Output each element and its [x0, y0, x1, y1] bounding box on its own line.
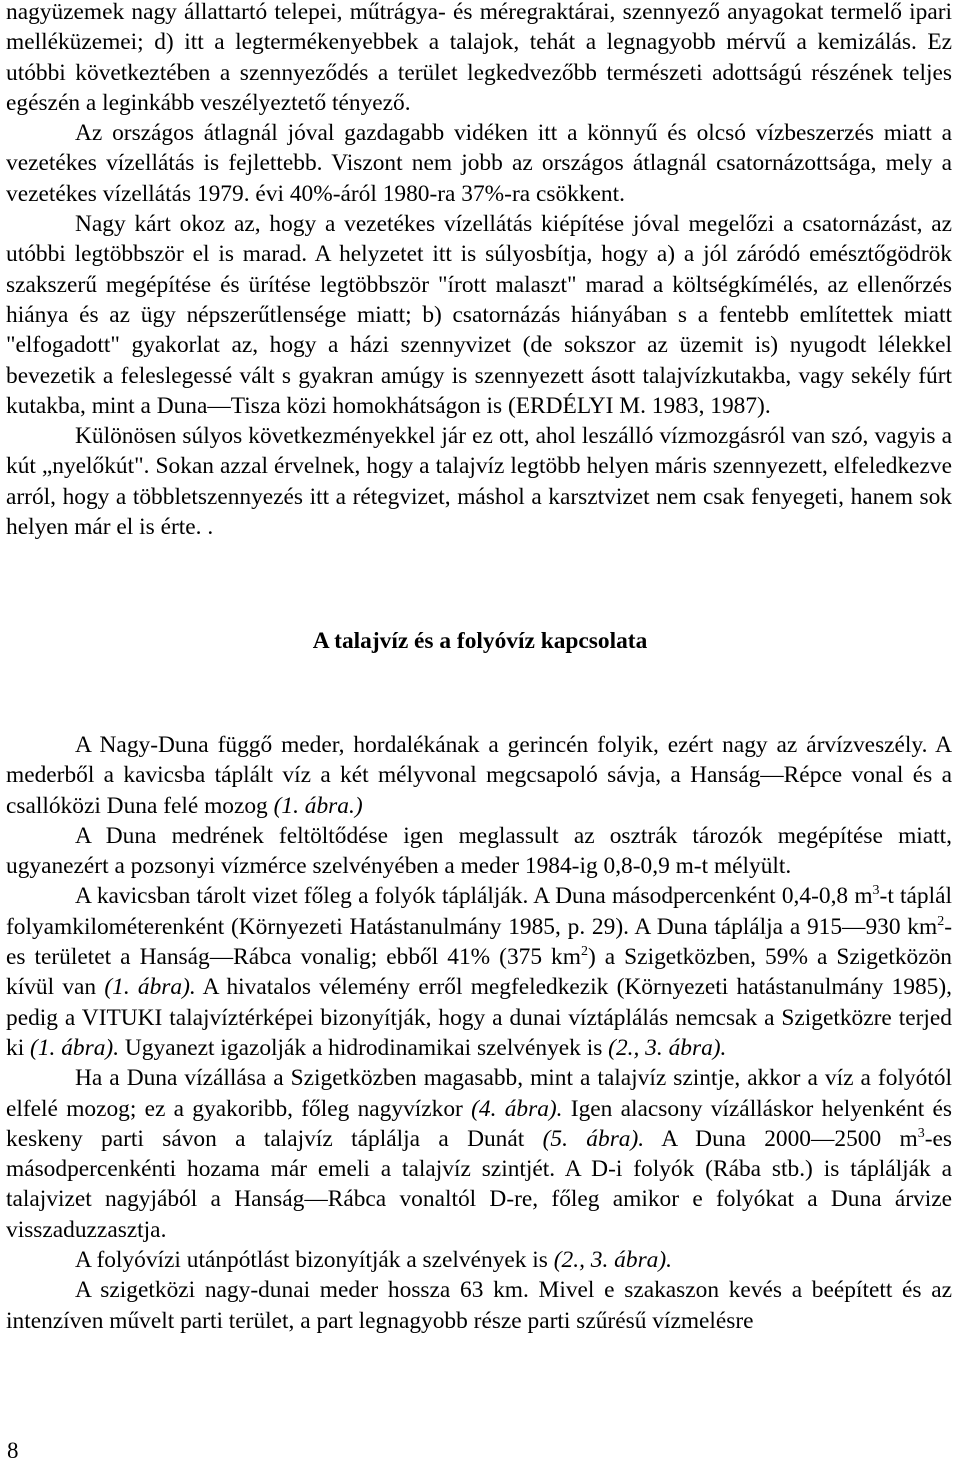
figure-reference: (2., 3. ábra).	[553, 1247, 673, 1274]
text-run: ) a Szigetközben, 59% a Szigetközön kívül van	[6, 944, 952, 1001]
figure-reference: (1. ábra.)	[273, 792, 363, 819]
text-run: A Nagy-Duna függő meder, hordalékának a gerincén folyik, ezért nagy az árvízveszély. A mederből a kavicsba táplált víz a két mélyvonal megcsapoló sávja, a Hanság—Répce vonal és a csallóközi Duna felé mozog	[6, 732, 952, 819]
text-run: A Duna 2000—2500 m	[644, 1125, 918, 1152]
text-run: A Duna medrének feltöltődése igen meglassult az osztrák tározók megépítése miatt, ugyanezért a pozsonyi vízmérce szelvényében a meder 1984-ig 0,8-0,9 m-t mélyült.	[6, 822, 952, 880]
paragraph: Nagy kárt okoz az, hogy a vezetékes vízellátás kiépítése jóval megelőzi a csatornázást, az utóbbi legtöbbször el is marad. A helyzetet itt is súlyosbítja, hogy a) a jól záródó emésztőgödrök szakszerű megépítése és ürítése legtöbbször "írott malaszt" marad a költségkímélés, az ellenőrzés hiánya és az ügy népszerűtlensége miatt; b) csatornázás hiányában s a fentebb említettek miatt "elfogadott" gyakorlat az, hogy a házi szennyvizet (de sokszor az üzemit is) nyugodt lélekkel bevezetik a feleslegessé vált s gyakran amúgy is szennyezett ásott talajvízkutakba, vagy sekély fúrt kutakba, mint a Duna—Tisza közi homokhátságon is (ERDÉLYI M. 1983, 1987).	[6, 211, 952, 419]
paragraph	[6, 881, 952, 1063]
text-run: Ha a Duna vízállása a Szigetközben magasabb, mint a talajvíz szintje, akkor a víz a folyótól elfelé mozog; ez a gyakoribb, főleg nagyvízkor	[6, 1065, 952, 1122]
text-run: A hivatalos vélemény erről megfeledkezik (Környezeti hatástanulmány 1985), pedig a VITUKI talajvíztérképei bizonyítják, hogy a dunai víztáplálás nemcsak a Szigetközre terjed ki	[6, 974, 952, 1061]
text-run: A kavicsban tárolt vizet főleg a folyók táplálják. A Duna másodpercenként 0,4-0,8 m	[75, 883, 873, 910]
figure-reference: (4. ábra).	[471, 1095, 563, 1122]
figure-reference: (1. ábra).	[30, 1034, 120, 1061]
text-block-bottom	[6, 730, 952, 1336]
superscript: 2	[937, 913, 945, 929]
text-run: -es másodpercenkénti hozama már emeli a talajvíz szintjét. A D-i folyók (Rába stb.) is táplálják a talajvizet nagyjából a Hanság—Rábca vonaltól D-re, főleg amikor e folyókat a Duna árvize visszaduzzasztja.	[6, 1125, 953, 1243]
paragraph	[6, 821, 952, 882]
superscript: 2	[580, 944, 588, 960]
text-run: -t táplál folyamkilométerenként (Környezeti Hatástanulmány 1985, p. 29). A Duna táplálja a 915—930 km	[6, 883, 952, 940]
text-run: A folyóvízi utánpótlást bizonyítják a szelvények is	[75, 1247, 554, 1274]
figure-reference: (5. ábra).	[542, 1125, 645, 1152]
text-block-top	[6, 0, 952, 542]
paragraph: Különösen súlyos következményekkel jár ez ott, ahol leszálló vízmozgásról van szó, vagyis a kút „nyelőkút". Sokan azzal érvelnek, hogy a talajvíz legtöbb helyen máris szennyezett, elfeledkezve arról, hogy a többletszennyezés itt a rétegvizet, máshol a karsztvizet nem csak fenyegeti, hanem sok helyen már el is érte. .	[6, 423, 952, 541]
paragraph: Az országos átlagnál jóval gazdagabb vidéken itt a könnyű és olcsó vízbeszerzés miatt a vezetékes vízellátás is fejlettebb. Viszont nem jobb az országos átlagnál csatornázottsága, mely a vezetékes vízellátás 1979. évi 40%-áról 1980-ra 37%-ra csökkent.	[6, 120, 952, 207]
superscript: 3	[917, 1126, 925, 1142]
paragraph	[6, 1275, 952, 1336]
paragraph	[6, 730, 952, 821]
figure-reference: (2., 3. ábra).	[608, 1034, 727, 1061]
figure-reference: (1. ábra).	[104, 974, 196, 1001]
text-run: A szigetközi nagy-dunai meder hossza 63 km. Mivel e szakaszon kevés a beépített és az intenzíven művelt parti terület, a part legnagyobb része parti szűrésű vízmelésre	[6, 1277, 952, 1334]
superscript: 3	[872, 883, 880, 899]
page-number: 8	[7, 1438, 19, 1463]
paragraph	[6, 1245, 952, 1275]
paragraph	[6, 1063, 952, 1245]
text-run: Ugyanezt igazolják a hidrodinamikai szelvények is	[119, 1034, 609, 1061]
paragraph: nagyüzemek nagy állattartó telepei, műtrágya- és méregraktárai, szennyező anyagokat termelő ipari melléküzemei; d) itt a legtermékenyebbek a talajok, tehát a legnagyobb mérvű a kemizálás. Ez utóbbi következtében a szennyeződés a terület legkedvezőbb természeti adottságú részének teljes egészén a leginkább veszélyeztető tényező.	[6, 0, 952, 116]
text-run: -es területet a Hanság—Rábca vonalig; ebből 41% (375 km	[6, 913, 952, 971]
section-title: A talajvíz és a folyóvíz kapcsolata	[312, 628, 648, 654]
text-run: Igen alacsony vízálláskor helyenként és keskeny parti sávon a talajvíz táplálja a Dunát	[6, 1095, 952, 1152]
